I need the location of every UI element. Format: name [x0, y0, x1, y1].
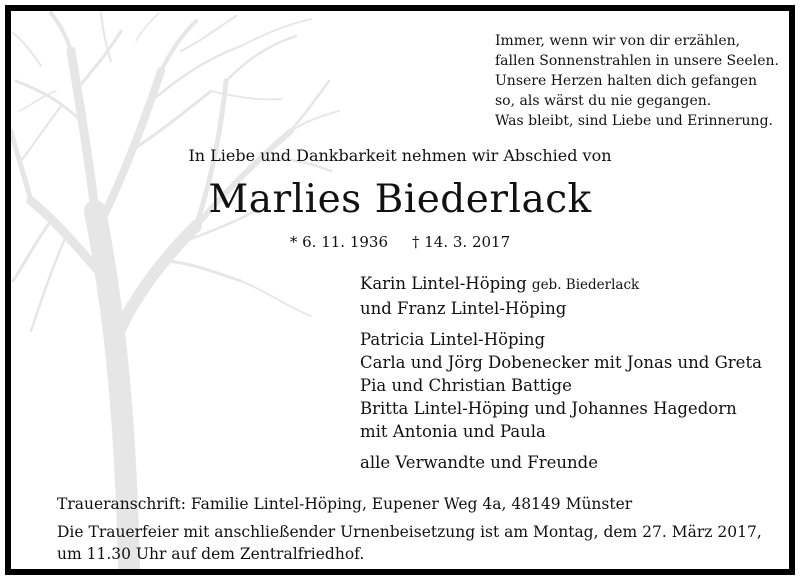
poem-line: Unsere Herzen halten dich gefangen — [495, 73, 758, 89]
poem-line: so, als wärst du nie gegangen. — [495, 93, 712, 109]
mourner-line: und Franz Lintel-Höping — [360, 299, 567, 318]
funeral-notice: Die Trauerfeier mit anschließender Urnenbeisetzung ist am Montag, dem 27. März 2017, um 11.30 Uhr auf dem Zentralfriedhof. — [57, 523, 762, 563]
mourner-line: mit Antonia und Paula — [360, 422, 546, 441]
mourner-name: Karin Lintel-Höping — [360, 274, 527, 293]
mourner-group-children — [360, 272, 762, 320]
birth-date: * 6. 11. 1936 — [289, 233, 388, 251]
poem — [495, 31, 779, 131]
poem-line: fallen Sonnenstrahlen in unsere Seelen. — [495, 53, 779, 69]
mourner-group-grandchildren — [360, 328, 762, 443]
tree-silhouette-image — [11, 11, 341, 569]
mourner-line: Britta Lintel-Höping und Johannes Hagedorn — [360, 399, 737, 418]
poem-line: Was bleibt, sind Liebe und Erinnerung. — [495, 113, 773, 129]
life-dates — [11, 233, 789, 251]
mourner-line: Carla und Jörg Dobenecker mit Jonas und Greta — [360, 353, 762, 372]
farewell-intro: In Liebe und Dankbarkeit nehmen wir Abschied von — [188, 146, 612, 165]
maiden-name-note: geb. Biederlack — [531, 277, 640, 293]
mourners-list — [360, 272, 762, 474]
mourning-address: Traueranschrift: Familie Lintel-Höping, Eupener Weg 4a, 48149 Münster — [57, 495, 633, 513]
mourner-group-relatives: alle Verwandte und Freunde — [360, 453, 598, 472]
mourner-line: Pia und Christian Battige — [360, 376, 572, 395]
poem-line: Immer, wenn wir von dir erzählen, — [495, 33, 741, 49]
deceased-name: Marlies Biederlack — [208, 177, 592, 222]
death-date: † 14. 3. 2017 — [412, 233, 511, 251]
mourner-line — [360, 272, 762, 297]
obituary-frame — [5, 5, 795, 575]
mourner-line: Patricia Lintel-Höping — [360, 330, 546, 349]
